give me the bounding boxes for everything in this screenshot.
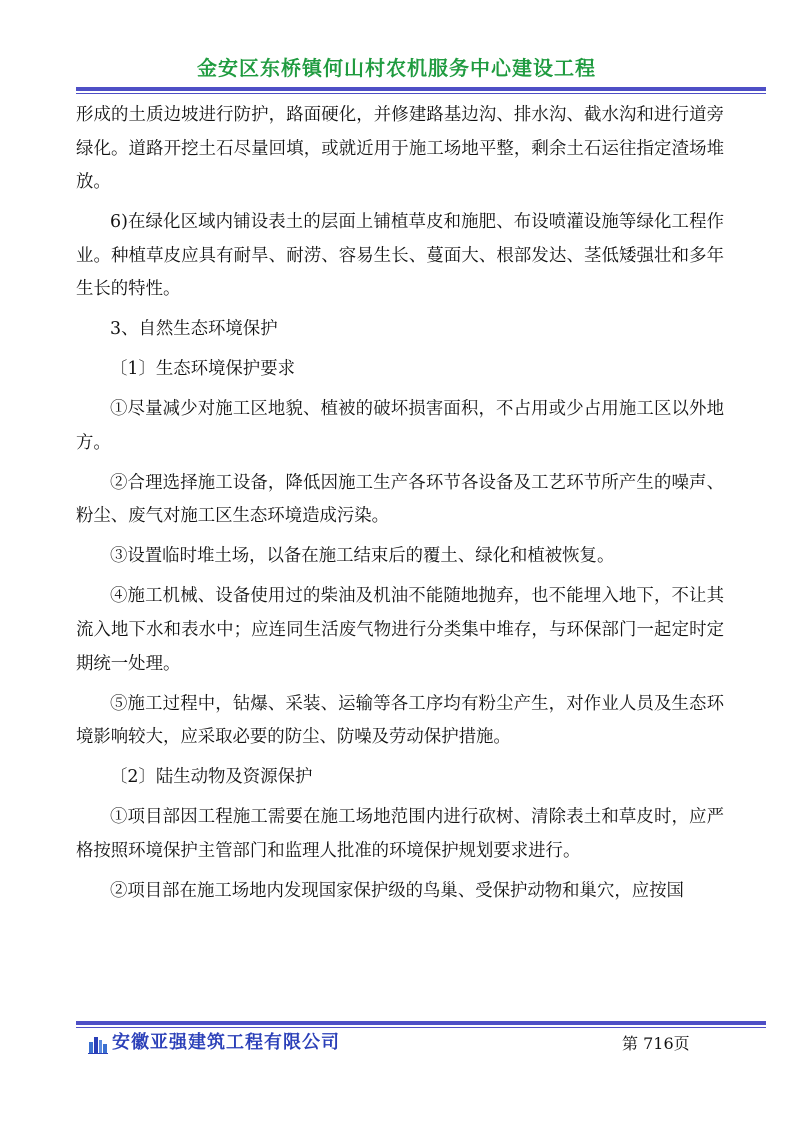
paragraph: 形成的土质边坡进行防护，路面硬化，并修建路基边沟、排水沟、截水沟和进行道旁绿化。道路开挖土石尽量回填，或就近用于施工场地平整，剩余土石运往指定渣场堆放。: [76, 105, 724, 193]
building-logo-icon: [88, 1034, 108, 1054]
paragraph: ②合理选择施工设备，降低因施工生产各环节各设备及工艺环节所产生的噪声、粉尘、废气对施工区生态环境造成污染。: [76, 472, 724, 527]
footer-rule-thin: [76, 1027, 766, 1028]
paragraph: ⑤施工过程中，钻爆、采装、运输等各工序均有粉尘产生，对作业人员及生态环境影响较大，应采取必要的防尘、防噪及劳动保护措施。: [76, 693, 724, 748]
subsection-heading: 〔1〕生态环境保护要求: [110, 359, 295, 380]
header-rule-thin: [76, 93, 766, 94]
paragraph: ④施工机械、设备使用过的柴油及机油不能随地抛弃，也不能埋入地下，不让其流入地下水和表水中；应连同生活废气物进行分类集中堆存，与环保部门一起定时定期统一处理。: [76, 586, 724, 674]
header-rule-thick: [76, 87, 766, 91]
footer-page-number: 第 716页: [622, 1034, 690, 1053]
paragraph: ③设置临时堆土场，以备在施工结束后的覆土、绿化和植被恢复。: [110, 546, 615, 567]
page-header-title: 金安区东桥镇何山村农机服务中心建设工程: [197, 56, 596, 80]
footer-rule-thick: [76, 1021, 766, 1025]
footer-company-name: 安徽亚强建筑工程有限公司: [112, 1032, 340, 1053]
subsection-heading: 〔2〕陆生动物及资源保护: [110, 767, 313, 788]
document-body: [76, 99, 724, 915]
paragraph: ②项目部在施工场地内发现国家保护级的鸟巢、受保护动物和巢穴，应按国: [110, 880, 684, 901]
section-heading: 3、自然生态环境保护: [110, 319, 278, 340]
paragraph: ①项目部因工程施工需要在施工场地范围内进行砍树、清除表土和草皮时，应严格按照环境保护主管部门和监理人批准的环境保护规划要求进行。: [76, 807, 724, 861]
paragraph: 6)在绿化区域内铺设表土的层面上铺植草皮和施肥、布设喷灌设施等绿化工程作业。种植草皮应具有耐旱、耐涝、容易生长、蔓面大、根部发达、茎低矮强壮和多年生长的特性。: [76, 212, 724, 300]
paragraph: ①尽量减少对施工区地貌、植被的破坏损害面积，不占用或少占用施工区以外地方。: [76, 399, 724, 453]
